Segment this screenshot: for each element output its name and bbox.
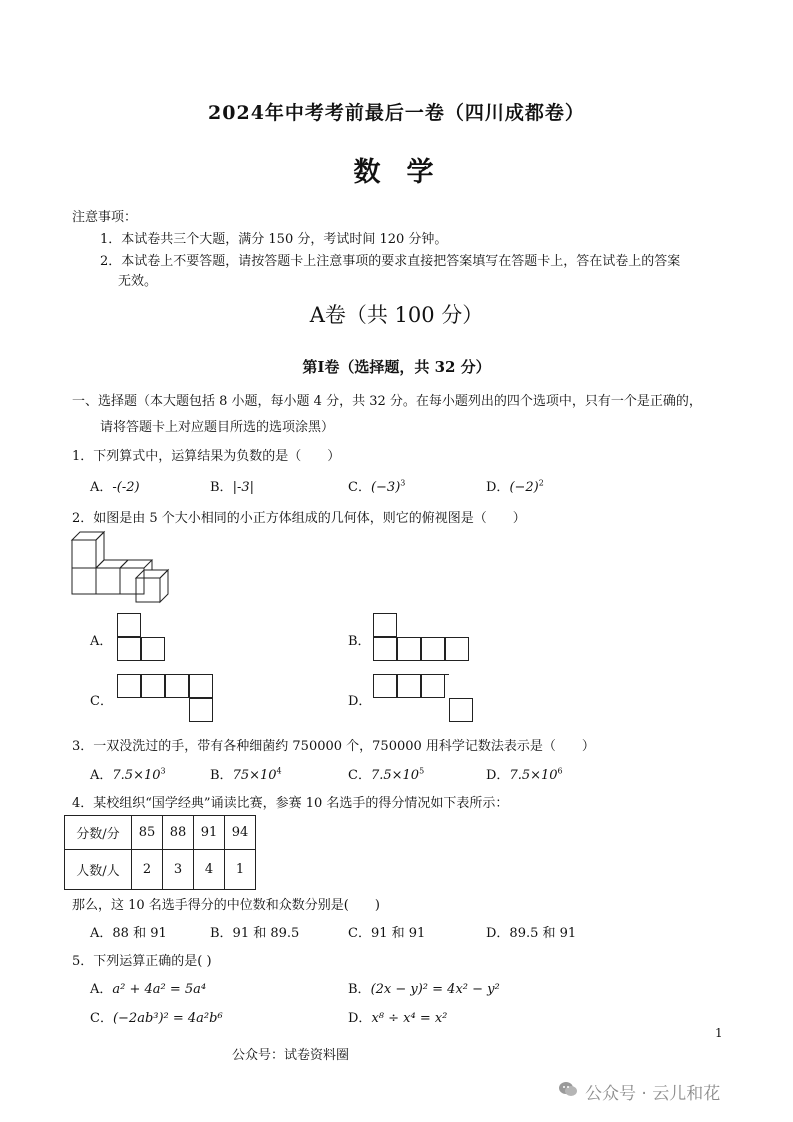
table-cell: 88 — [163, 816, 194, 850]
q4-option-b: B．91 和 89.5 — [210, 926, 300, 941]
instructions-line-1: 一、选择题（本大题包括 8 小题，每小题 4 分，共 32 分。在每小题列出的四个选项中，只有一个是正确的， — [72, 394, 702, 409]
table-cell: 人数/人 — [65, 850, 132, 890]
q3-option-b: B．$75\times 10^4$ — [210, 766, 282, 783]
q3-option-a: A．$7.5\times 10^3$ — [90, 766, 166, 783]
q2-solid-figure — [70, 530, 176, 606]
q4-follow-up: 那么，这 10 名选手得分的中位数和众数分别是( ) — [72, 898, 380, 913]
q1-stem: 1．下列算式中，运算结果为负数的是（ ） — [72, 449, 341, 464]
q5-option-b: B．(2x − y)² = 4x² − y² — [348, 982, 500, 997]
subject-title: 数学 — [353, 157, 460, 188]
table-cell: 91 — [194, 816, 225, 850]
table-cell: 3 — [163, 850, 194, 890]
q1-option-c: C．$(-3)^3$ — [348, 478, 406, 495]
notice-heading: 注意事项： — [72, 210, 138, 225]
q2-option-d-label: D． — [348, 694, 372, 709]
notice-item-2: 2．本试卷上不要答题，请按答题卡上注意事项的要求直接把答案填写在答题卡上，答在试卷上的答案 — [100, 254, 681, 269]
table-cell: 分数/分 — [65, 816, 132, 850]
notice-item-1: 1．本试卷共三个大题，满分 150 分，考试时间 120 分钟。 — [100, 232, 448, 247]
table-cell: 4 — [194, 850, 225, 890]
footer-note: 公众号：试卷资料圈 — [232, 1048, 350, 1063]
q4-option-d: D．89.5 和 91 — [486, 926, 577, 941]
table-cell: 1 — [225, 850, 256, 890]
table-row — [65, 850, 256, 890]
q4-option-a: A．88 和 91 — [90, 926, 167, 941]
notice-item-2-cont: 无效。 — [118, 274, 158, 289]
exam-title: 2024年中考考前最后一卷（四川成都卷） — [208, 102, 585, 124]
q3-stem: 3．一双没洗过的手，带有各种细菌约 750000 个，750000 用科学记数法表示是（ ） — [72, 739, 595, 754]
table-cell: 85 — [132, 816, 163, 850]
section-a-heading: A卷（共 100 分） — [309, 303, 484, 327]
q1-option-d: D．$(-2)^2$ — [486, 478, 544, 495]
q5-option-a: A．a² + 4a² = 5a⁴ — [90, 982, 207, 997]
table-cell: 2 — [132, 850, 163, 890]
q5-stem: 5．下列运算正确的是( ) — [72, 954, 212, 969]
q2-option-c-label: C． — [90, 694, 113, 709]
wechat-icon — [558, 1080, 578, 1098]
section-1-heading: 第Ⅰ卷（选择题，共 32 分） — [302, 358, 491, 376]
instructions-line-2: 请将答题卡上对应题目所选的选项涂黑） — [100, 420, 335, 435]
q3-option-c: C．$7.5\times 10^5$ — [348, 766, 425, 783]
q1-option-a: A．-(-2) — [90, 480, 140, 495]
q2-stem: 2．如图是由 5 个大小相同的小正方体组成的几何体，则它的俯视图是（ ） — [72, 511, 526, 526]
q3-option-d: D．$7.5\times 10^6$ — [486, 766, 563, 783]
table-cell: 94 — [225, 816, 256, 850]
table-row — [65, 816, 256, 850]
watermark-text: 公众号 · 云儿和花 — [585, 1084, 721, 1104]
q2-option-a-label: A． — [90, 634, 113, 649]
q4-option-c: C．91 和 91 — [348, 926, 426, 941]
q4-score-table — [64, 815, 256, 890]
page-number: 1 — [715, 1026, 723, 1040]
q5-option-c: C．(−2ab³)² = 4a²b⁶ — [90, 1011, 223, 1026]
q5-option-d: D．x⁸ ÷ x⁴ = x² — [348, 1011, 448, 1026]
q1-option-b: B．|-3| — [210, 480, 254, 495]
q2-option-b-label: B． — [348, 634, 371, 649]
q4-stem: 4．某校组织“国学经典”诵读比赛，参赛 10 名选手的得分情况如下表所示： — [72, 796, 509, 811]
